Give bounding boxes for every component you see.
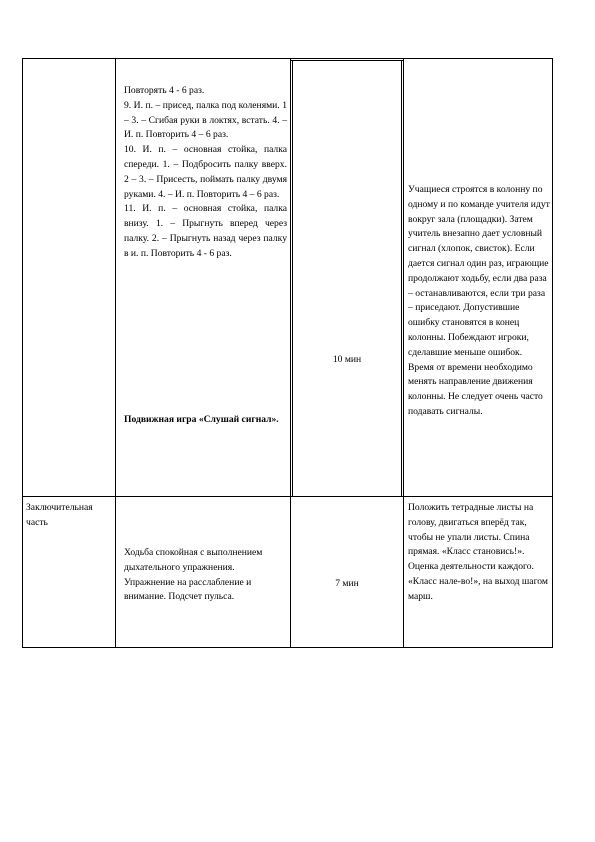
final-part-exercises: Ходьба спокойная с выполнением дыхательного упражнения. Упражнение на расслабление и внимание. Подсчет пульса. [124, 547, 263, 603]
exercise-10: 10. И. п. – основная стойка, палка спереди. 1. – Подбросить палку вверх. 2 – 3. – Присесть, поймать палку двумя руками. 4. – И. п. Повторить 4 – 6 раз. [124, 144, 287, 200]
table-col-divider-3 [403, 58, 404, 648]
exercise-9: 9. И. п. – присед, палка под коленями. 1 – 3. – Сгибая руки в локтях, встать. 4. – И. п. Повторить 4 – 6 раз. [124, 99, 287, 141]
table-inner-vline-right [401, 60, 402, 496]
game-title: Подвижная игра «Слушай сигнал». [124, 414, 279, 425]
final-part-label: Заключительная часть [26, 502, 93, 528]
table-col-divider-2 [290, 58, 291, 648]
repeat-instruction: Повторять 4 - 6 раз. [124, 85, 205, 96]
table-inner-border [290, 60, 403, 61]
game-description: Учащиеся строятся в колонну по одному и по команде учителя идут вокруг зала (площадки). Затем учитель внезапно дает условный сигнал (хлопок, свисток). Если дается сигнал один раз, играющие продолжают ходьбу, если два раза – останавливаются, если три раза – приседают. Допустившие ошибку становятся в конец колонны. Побеждают игроки, сделавшие меньше ошибок. Время от времени необходимо менять направление движения колонны. Не следует очень часто подавать сигналы. [408, 184, 550, 417]
table-bottom-border [22, 647, 553, 648]
table-left-border [22, 58, 23, 648]
duration-10-min: 10 мин [332, 354, 362, 365]
final-part-notes: Положить тетрадные листы на голову, двигаться вперёд так, чтобы не упали листы. Спина прямая. «Класс становись!». Оценка деятельности каждого. «Класс нале-во!», на выход шагом марш. [408, 502, 548, 602]
table-top-border [22, 58, 553, 59]
table-inner-vline-left [292, 60, 293, 496]
table-right-border [552, 58, 553, 648]
table-col-divider-1 [115, 58, 116, 648]
duration-7-min: 7 мин [335, 578, 359, 589]
exercise-11: 11. И. п. – основная стойка, палка внизу. 1. – Прыгнуть вперед через палку. 2. – Прыгнуть назад через палку в и. п. Повторить 4 - 6 раз. [124, 203, 287, 259]
table-row-divider [22, 496, 553, 497]
exercise-list-cell [124, 84, 287, 262]
